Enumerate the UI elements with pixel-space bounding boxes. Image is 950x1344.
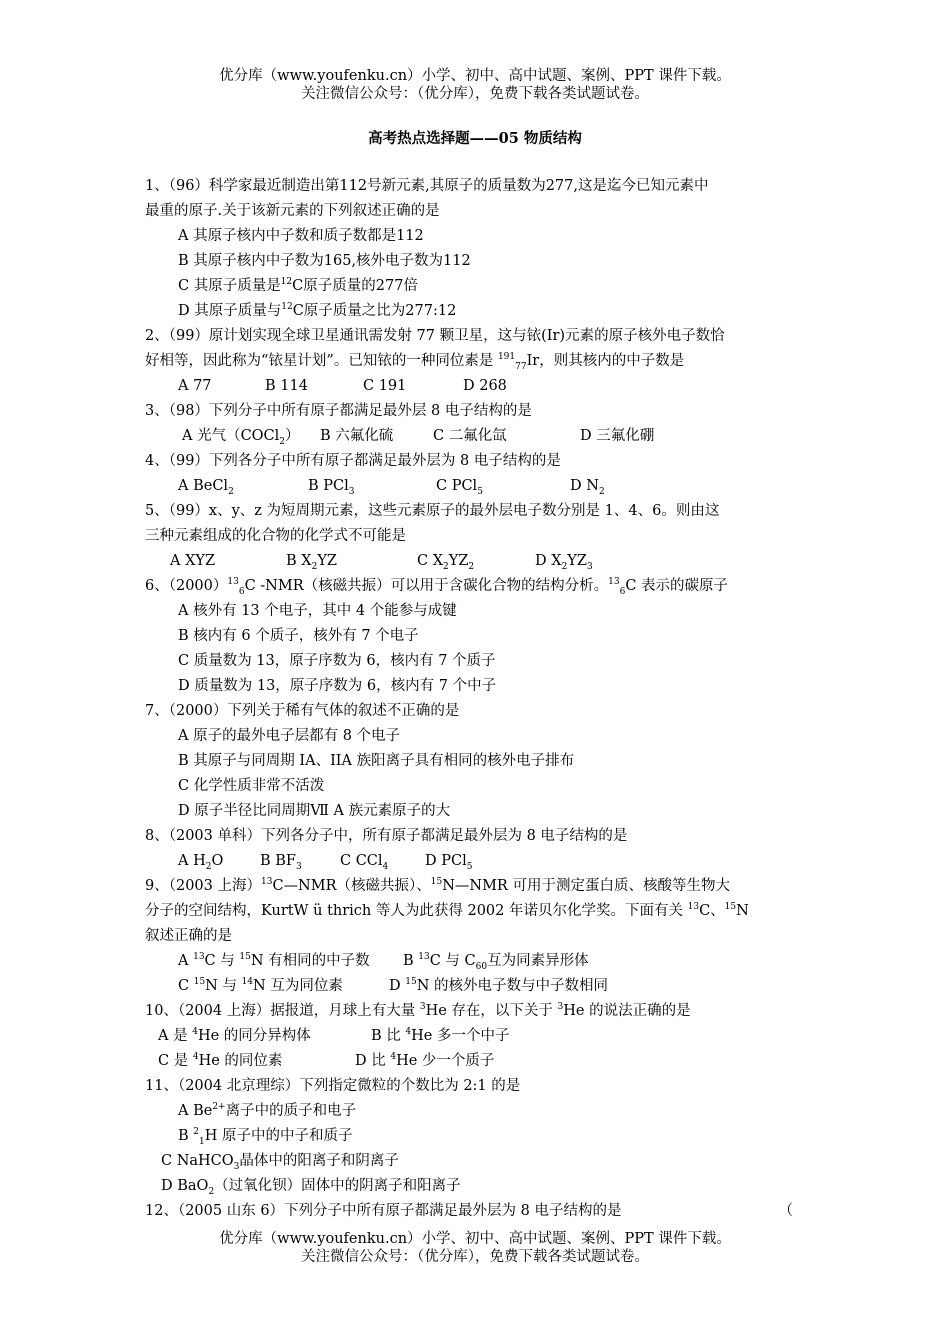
q3-option-a: A 光气（COCl$_2$） (182, 428, 300, 447)
q2-stem-line1: 2、（99）原计划实现全球卫星通讯需发射 77 颗卫星，这与铱(Ir)元素的原子核外电子数恰 (145, 328, 725, 344)
q5-option-d: D $X_2YZ_3$ (535, 553, 593, 572)
q4-option-d: D $N_2$ (570, 478, 605, 497)
q1-stem-line1: 1、（96）科学家最近制造出第112号新元素,其原子的质量数为277,这是迄今已知元素中 (145, 178, 709, 194)
q7-option-c: C 化学性质非常不活泼 (178, 778, 325, 794)
q7-option-d: D 原子半径比同周期Ⅶ A 族元素原子的大 (178, 803, 451, 819)
q7-option-a: A 原子的最外电子层都有 8 个电子 (178, 728, 401, 744)
footer (0, 1230, 950, 1266)
q6-option-a: A 核外有 13 个电子，其中 4 个能参与成键 (178, 603, 457, 619)
q6-option-d: D 质量数为 13，原子序数为 6，核内有 7 个中子 (178, 678, 497, 694)
q9-option-b: B $^{13}$C 与 $C_{60}$互为同素异形体 (403, 952, 589, 972)
q5-options (145, 549, 815, 574)
q5-stem-line1: 5、（99）x、y、z 为短周期元素，这些元素原子的最外层电子数分别是 1、4、6。则由这 (145, 503, 720, 519)
header-line-1: 优分库（www.youfenku.cn）小学、初中、高中试题、案例、PPT 课件下载。 (219, 68, 731, 84)
footer-line-1: 优分库（www.youfenku.cn）小学、初中、高中试题、案例、PPT 课件下载。 (219, 1231, 731, 1247)
q10-option-b: B 比 $^4$He 多一个中子 (371, 1027, 510, 1044)
q2-option-a: A 77 (178, 378, 212, 394)
q3-option-b: B 六氟化硫 (320, 428, 394, 444)
q10-option-d: D 比 $^4$He 少一个质子 (355, 1052, 495, 1069)
q11-stem: 11、（2004 北京理综）下列指定微粒的个数比为 2:1 的是 (145, 1078, 521, 1094)
q10-options-ab (145, 1024, 815, 1049)
q1-option-c: C 其原子质量是$^{12}$C原子质量的277倍 (178, 277, 418, 294)
q8-options (145, 849, 815, 874)
q3-stem: 3、（98）下列分子中所有原子都满足最外层 8 电子结构的是 (145, 403, 532, 419)
q9-option-d: D $^{15}$N 的核外电子数与中子数相同 (389, 977, 608, 994)
q9-stem-line3: 叙述正确的是 (145, 928, 232, 944)
q5-option-b: B $X_2YZ$ (286, 553, 337, 572)
q7-option-b: B 其原子与同周期 IA、IIA 族阳离子具有相同的核外电子排布 (178, 753, 575, 769)
q3-option-d: D 三氟化硼 (580, 428, 655, 444)
question-list (145, 174, 815, 1224)
q8-option-a: A $H_2O$ (178, 853, 224, 872)
q4-options (145, 474, 815, 499)
q9-options-ab (145, 949, 815, 974)
q4-option-a: A BeCl$_2$ (178, 478, 234, 497)
header-line-2: 关注微信公众号：（优分库），免费下载各类试题试卷。 (301, 86, 649, 102)
q12-stem: 12、（2005 山东 6）下列分子中所有原子都满足最外层为 8 电子结构的是 （ (145, 1199, 815, 1224)
q5-option-a: A XYZ (170, 553, 216, 569)
q9-options-cd (145, 974, 815, 999)
q8-option-b: B $BF_3$ (260, 853, 302, 872)
q1-stem-line2: 最重的原子.关于该新元素的下列叙述正确的是 (145, 203, 440, 219)
q1-option-b: B 其原子核内中子数为165,核外电子数为112 (178, 253, 471, 269)
q9-option-c: C $^{15}$N 与 $^{14}$N 互为同位素 (178, 977, 343, 994)
q11-option-a: A $Be^{2+}$离子中的质子和电子 (178, 1102, 357, 1119)
q4-stem: 4、（99）下列各分子中所有原子都满足最外层为 8 电子结构的是 (145, 453, 561, 469)
q1-option-d: D 其原子质量与$^{12}$C原子质量之比为277:12 (178, 302, 457, 319)
q8-option-d: D PCl$_5$ (425, 853, 473, 872)
q8-stem: 8、（2003 单科）下列各分子中，所有原子都满足最外层为 8 电子结构的是 (145, 828, 628, 844)
q2-option-c: C 191 (363, 378, 407, 394)
header (0, 67, 950, 103)
q9-stem-line2: 分子的空间结构，KurtW ü thrich 等人为此获得 2002 年诺贝尔化学奖。下面有关 $^{13}$C、$^{15}$N (145, 902, 749, 919)
q11-option-c: C NaHCO$_3$晶体中的阳离子和阴离子 (161, 1153, 399, 1172)
q8-option-c: C CCl$_4$ (340, 853, 389, 872)
q10-option-c: C 是 $^4$He 的同位素 (158, 1052, 283, 1069)
q9-option-a: A $^{13}$C 与 $^{15}$N 有相同的中子数 (178, 952, 370, 969)
q6-option-b: B 核内有 6 个质子，核外有 7 个电子 (178, 628, 419, 644)
q7-stem: 7、（2000）下列关于稀有气体的叙述不正确的是 (145, 703, 460, 719)
q1-option-a: A 其原子核内中子数和质子数都是112 (178, 228, 424, 244)
q5-option-c: C $X_2YZ_2$ (417, 553, 475, 572)
q2-option-d: D 268 (463, 378, 507, 394)
answer-paren: （ (778, 1203, 793, 1219)
q2-option-b: B 114 (265, 378, 308, 394)
q10-option-a: A 是 $^4$He 的同分异构体 (158, 1027, 311, 1044)
q5-stem-line2: 三种元素组成的化合物的化学式不可能是 (145, 528, 406, 544)
q6-option-c: C 质量数为 13，原子序数为 6，核内有 7 个质子 (178, 653, 496, 669)
q9-stem-line1: 9、（2003 上海）$^{13}$C—NMR（核磁共振）、$^{15}$N—NMR 可用于测定蛋白质、核酸等生物大 (145, 877, 730, 894)
q11-option-d: D BaO$_2$（过氧化钡）固体中的阴离子和阳离子 (161, 1178, 461, 1197)
q10-options-cd (145, 1049, 815, 1074)
q6-stem: 6、$(2000)^{13}_6C$ -NMR（核磁共振）可以用于含碳化合物的结构分析。$^{13}_6$C 表示的碳原子 (145, 577, 729, 597)
q2-stem-line2: 好相等，因此称为“铱星计划”。已知铱的一种同位素是 $^{191}_{77}$Ir，则其核内的中子数是 (145, 352, 685, 372)
q11-option-b: B $^2_1$H 原子中的中子和质子 (178, 1127, 353, 1147)
q2-options (145, 374, 815, 399)
q3-options (145, 424, 815, 449)
q10-stem: 10、（2004 上海）据报道，月球上有大量 $^3$He 存在，以下关于 $^3$He 的说法正确的是 (145, 1002, 691, 1019)
q4-option-b: B PCl$_3$ (308, 478, 355, 497)
q4-option-c: C PCl$_5$ (436, 478, 483, 497)
footer-line-2: 关注微信公众号：（优分库），免费下载各类试题试卷。 (301, 1249, 649, 1265)
q3-option-c: C 二氟化氙 (433, 428, 507, 444)
page-title: 高考热点选择题——05 物质结构 (368, 130, 582, 147)
